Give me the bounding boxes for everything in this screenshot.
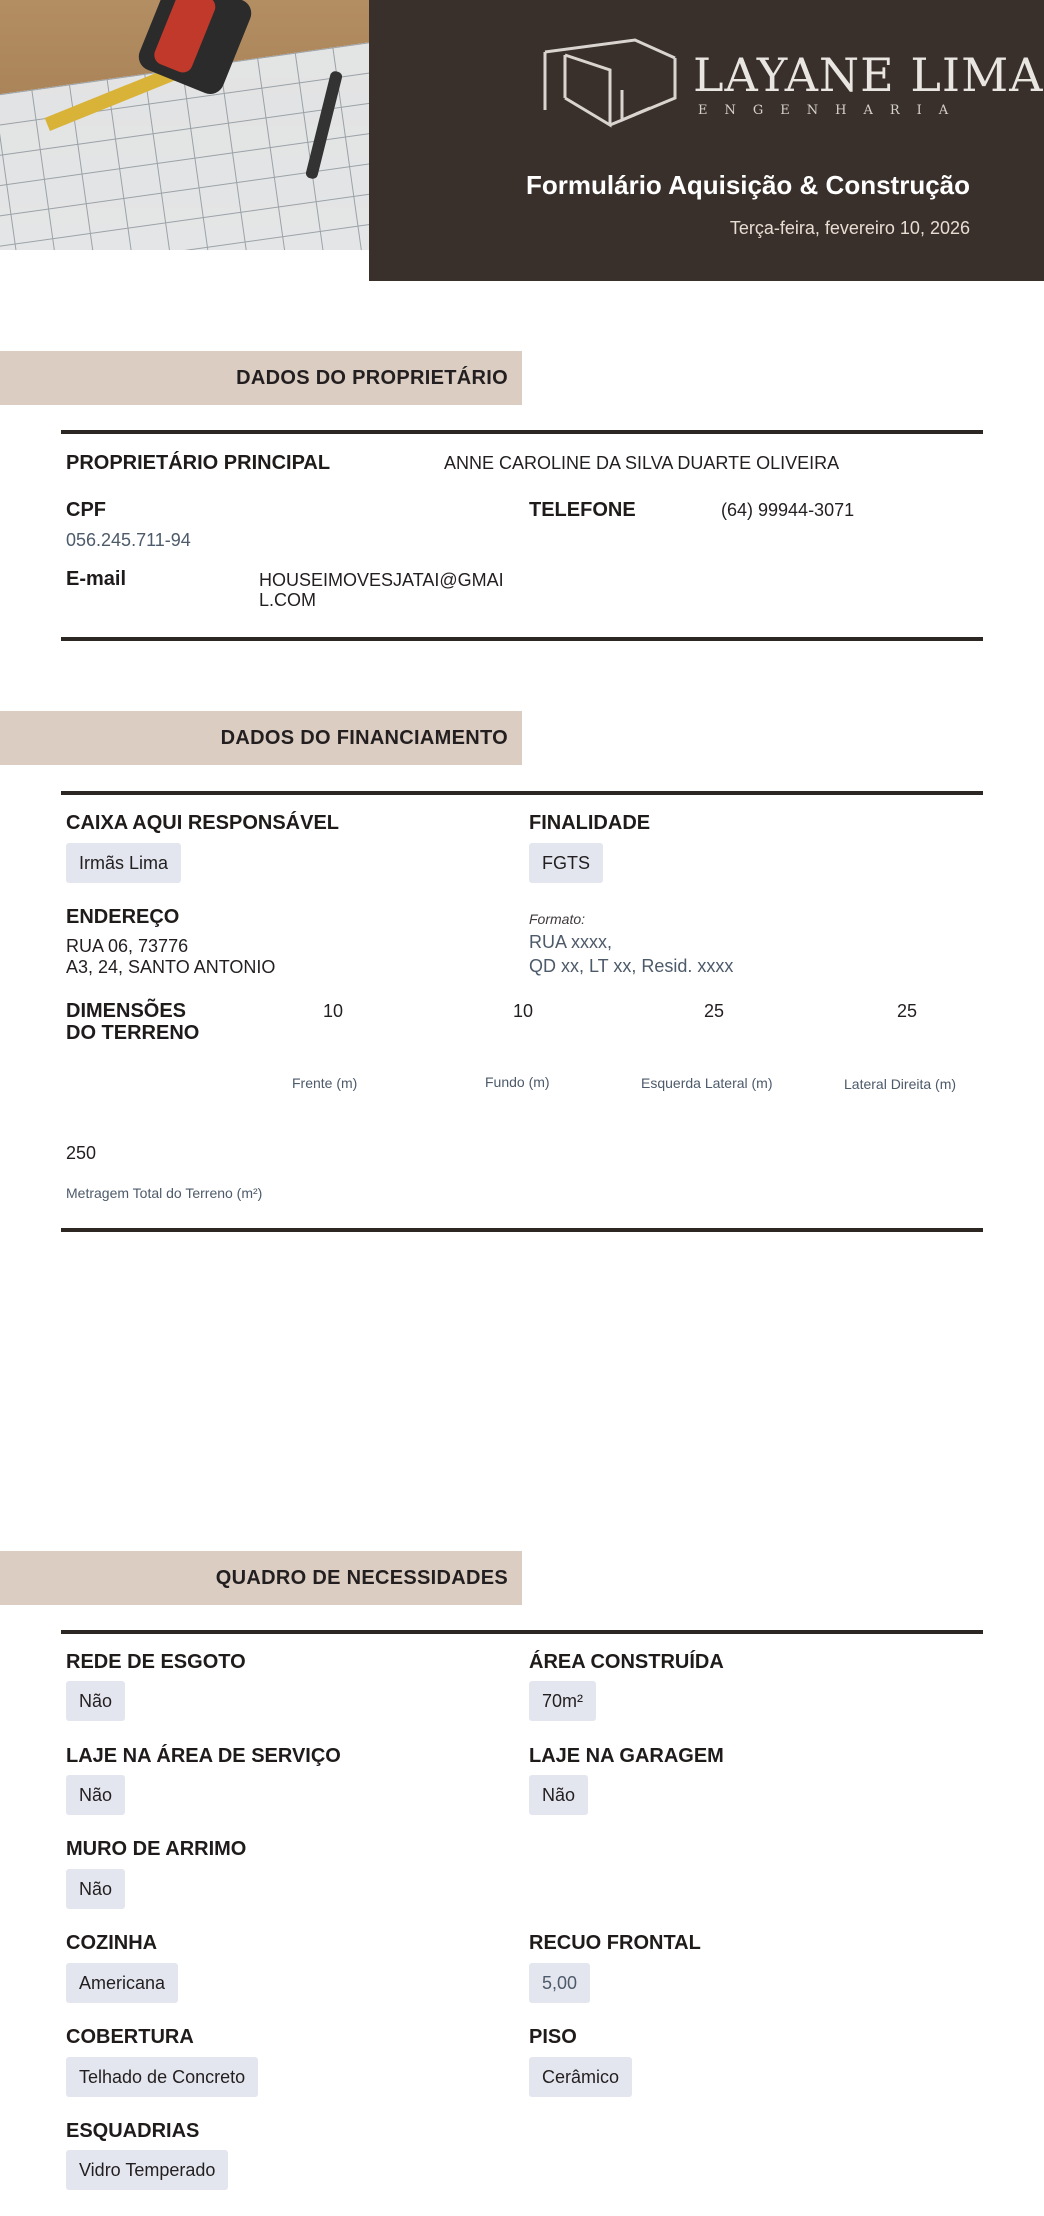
email-label: E-mail <box>66 568 127 590</box>
address-line1: RUA 06, 73776 <box>66 936 189 956</box>
back-dimension-caption: Fundo (m) <box>485 1074 550 1090</box>
purpose-label: FINALIDADE <box>529 812 651 834</box>
sewer-label: REDE DE ESGOTO <box>66 1651 246 1673</box>
right-dimension-caption: Lateral Direita (m) <box>844 1076 957 1092</box>
phone-value: (64) 99944-3071 <box>721 500 855 520</box>
front-dimension-caption: Frente (m) <box>292 1075 358 1091</box>
purpose-value[interactable]: FGTS <box>529 843 603 883</box>
frames-label: ESQUADRIAS <box>66 2120 200 2142</box>
header-photo <box>0 0 370 250</box>
caixa-value[interactable]: Irmãs Lima <box>66 843 181 883</box>
section-divider <box>61 791 983 795</box>
built-area-value[interactable]: 70m² <box>529 1681 596 1721</box>
format-line2: QD xx, LT xx, Resid. xxxx <box>529 956 734 976</box>
front-setback-value[interactable]: 5,00 <box>529 1963 590 2003</box>
main-owner-label: PROPRIETÁRIO PRINCIPAL <box>66 452 331 474</box>
roof-label: COBERTURA <box>66 2026 194 2048</box>
kitchen-label: COZINHA <box>66 1932 158 1954</box>
brand-logo-icon <box>540 30 690 140</box>
total-area-value[interactable]: 250 <box>66 1143 97 1163</box>
dimensions-label: DIMENSÕES <box>66 1000 187 1022</box>
section-divider <box>61 1228 983 1232</box>
front-setback-label: RECUO FRONTAL <box>529 1932 701 1954</box>
front-dimension-value[interactable]: 10 <box>323 1001 344 1021</box>
floor-value[interactable]: Cerâmico <box>529 2057 632 2097</box>
total-area-caption: Metragem Total do Terreno (m²) <box>66 1185 263 1201</box>
section-divider <box>61 430 983 434</box>
section-divider <box>61 637 983 641</box>
left-dimension-caption: Esquerda Lateral (m) <box>641 1075 773 1091</box>
right-dimension-value[interactable]: 25 <box>897 1001 918 1021</box>
service-slab-value[interactable]: Não <box>66 1775 125 1815</box>
brand-name: LAYANE LIMA <box>693 48 1044 102</box>
main-owner-value: ANNE CAROLINE DA SILVA DUARTE OLIVEIRA <box>444 453 840 473</box>
retaining-wall-label: MURO DE ARRIMO <box>66 1838 247 1860</box>
retaining-wall-value[interactable]: Não <box>66 1869 125 1909</box>
built-area-label: ÁREA CONSTRUÍDA <box>529 1651 724 1673</box>
dimensions-label: DO TERRENO <box>66 1022 200 1044</box>
section-needs-title: QUADRO DE NECESSIDADES <box>0 1551 522 1605</box>
garage-slab-value[interactable]: Não <box>529 1775 588 1815</box>
section-divider <box>61 1630 983 1634</box>
phone-label: TELEFONE <box>529 499 636 521</box>
left-dimension-value[interactable]: 25 <box>704 1001 725 1021</box>
kitchen-value[interactable]: Americana <box>66 1963 178 2003</box>
format-hint: Formato: <box>529 911 586 927</box>
email-value-line2: L.COM <box>259 590 317 610</box>
sewer-value[interactable]: Não <box>66 1681 125 1721</box>
caixa-label: CAIXA AQUI RESPONSÁVEL <box>66 812 339 834</box>
garage-slab-label: LAJE NA GARAGEM <box>529 1745 724 1767</box>
format-line1: RUA xxxx, <box>529 932 613 952</box>
back-dimension-value[interactable]: 10 <box>513 1001 534 1021</box>
address-line2: A3, 24, SANTO ANTONIO <box>66 957 276 977</box>
section-financing-title: DADOS DO FINANCIAMENTO <box>0 711 522 765</box>
roof-value[interactable]: Telhado de Concreto <box>66 2057 258 2097</box>
email-value-line1: HOUSEIMOVESJATAI@GMAI <box>259 570 504 590</box>
cpf-value: 056.245.711-94 <box>66 530 191 550</box>
address-label: ENDEREÇO <box>66 906 180 928</box>
frames-value[interactable]: Vidro Temperado <box>66 2150 228 2190</box>
section-owner-title: DADOS DO PROPRIETÁRIO <box>0 351 522 405</box>
brand-subtitle: ENGENHARIA <box>698 103 966 118</box>
floor-label: PISO <box>529 2026 577 2048</box>
form-date: Terça-feira, fevereiro 10, 2026 <box>729 218 970 238</box>
form-title: Formulário Aquisição & Construção <box>526 170 970 200</box>
cpf-label: CPF <box>66 499 106 521</box>
service-slab-label: LAJE NA ÁREA DE SERVIÇO <box>66 1745 341 1767</box>
